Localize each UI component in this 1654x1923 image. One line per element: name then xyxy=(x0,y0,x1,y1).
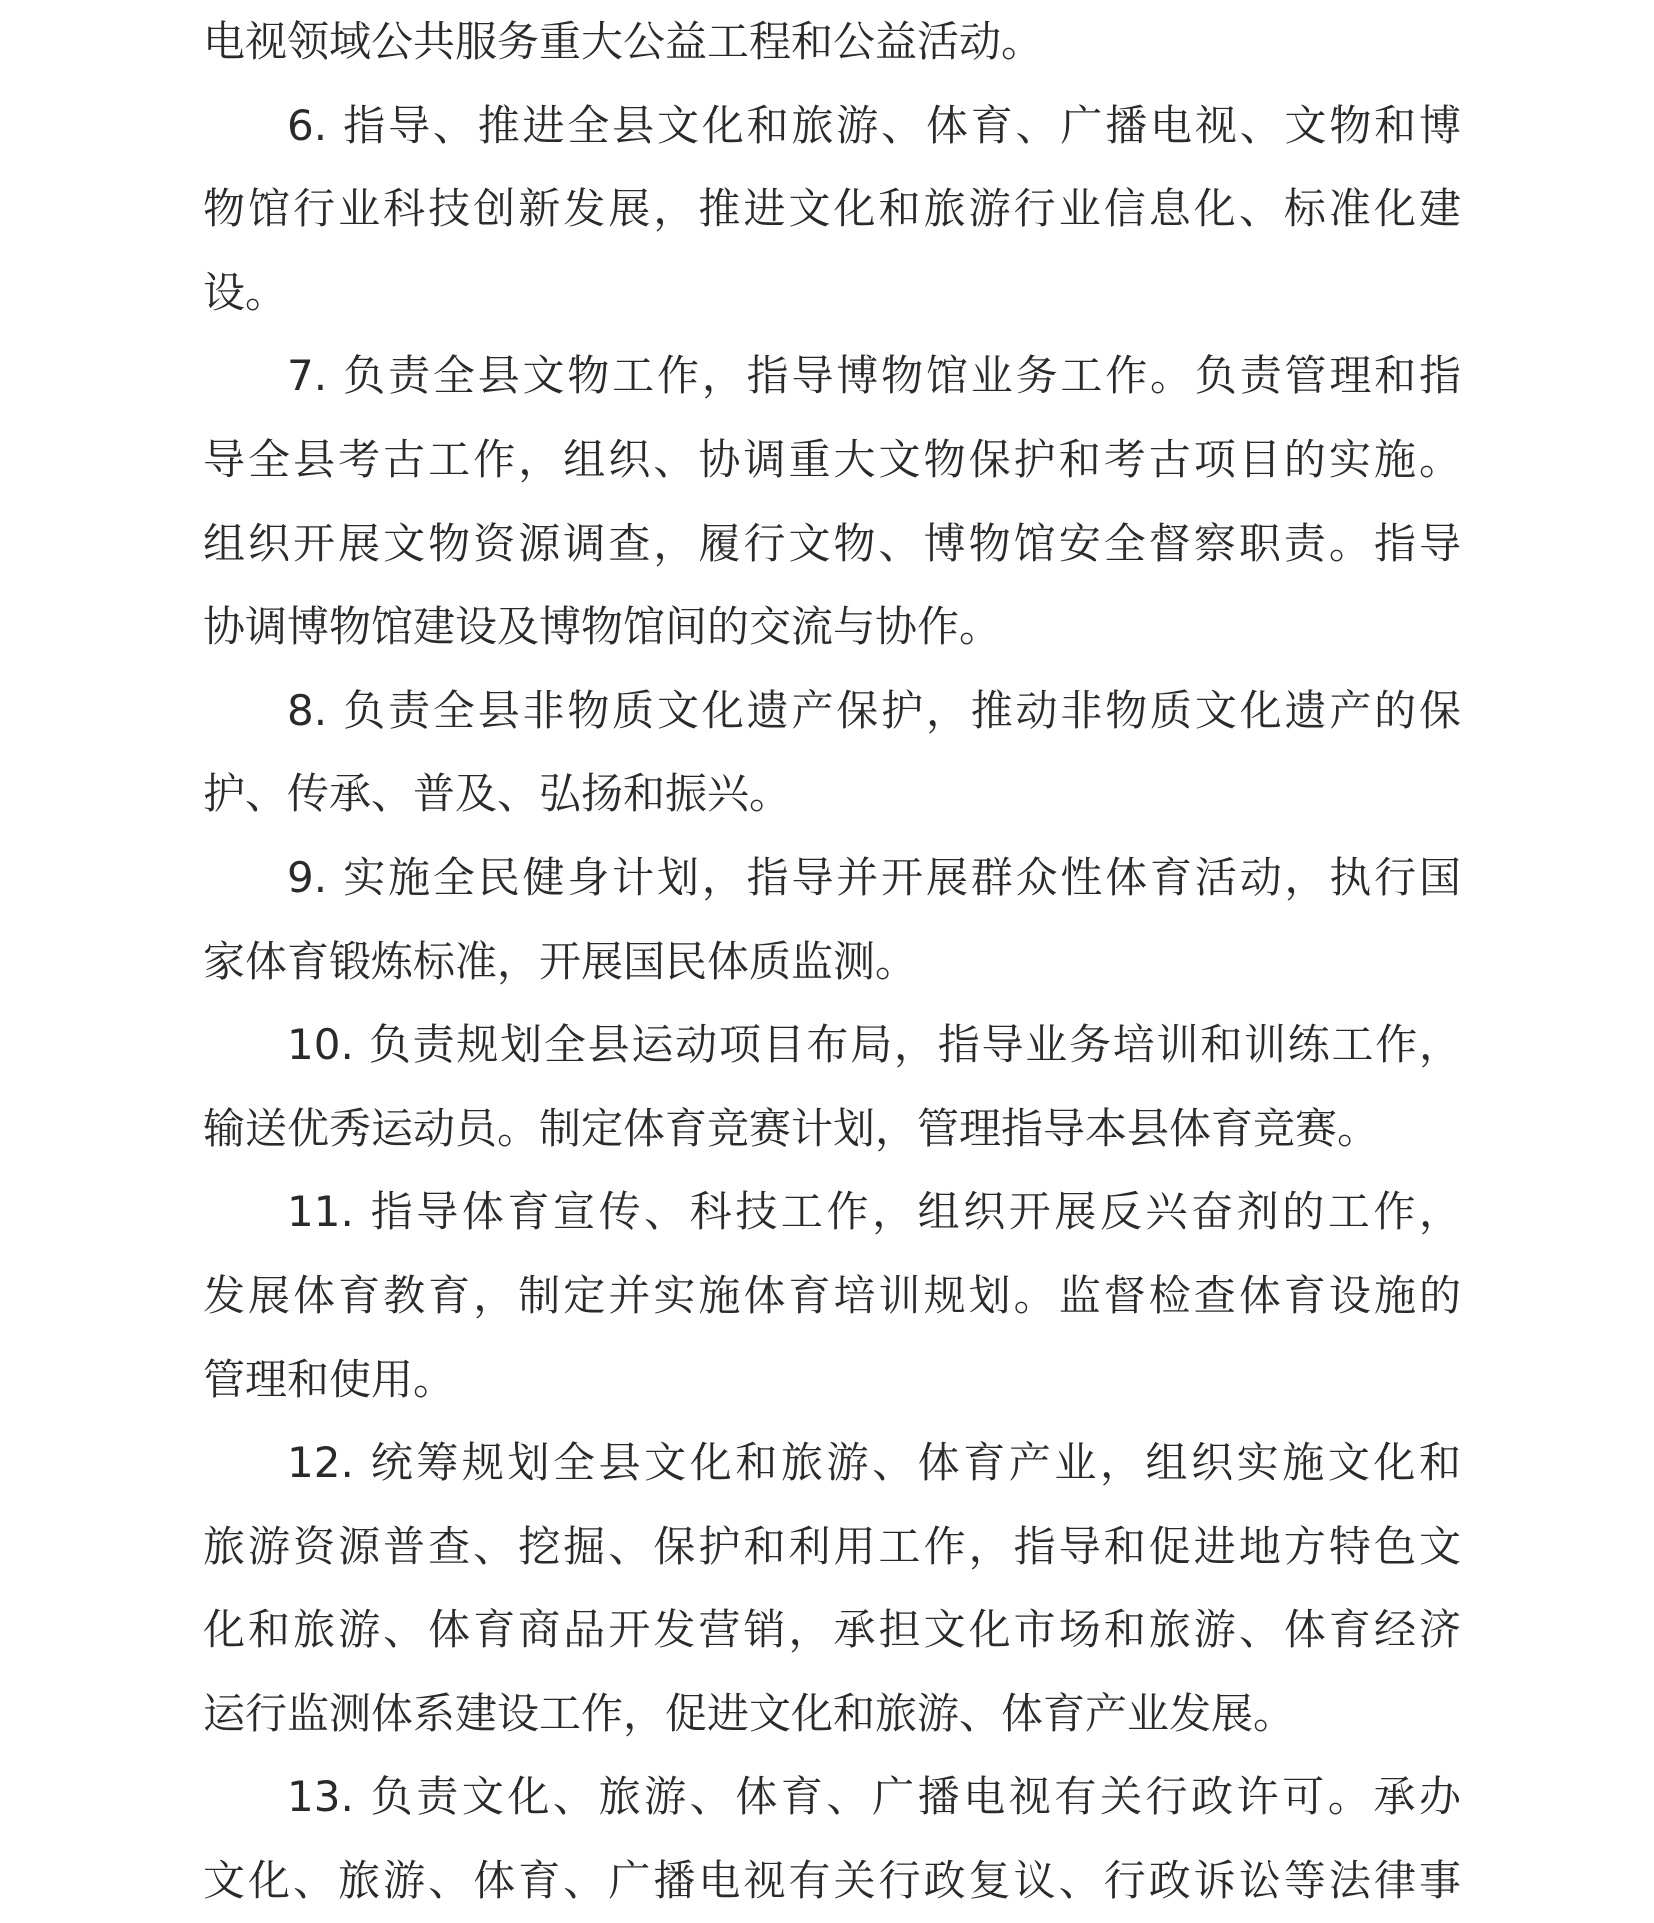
text-line: 管理和使用。 xyxy=(203,1354,456,1404)
document-body xyxy=(203,0,1461,1923)
text-line: 11. 指导体育宣传、科技工作，组织开展反兴奋剂的工作， xyxy=(287,1187,1461,1237)
text-line: 化和旅游、体育商品开发营销，承担文化市场和旅游、体育经济 xyxy=(203,1605,1461,1655)
text-line: 组织开展文物资源调查，履行文物、博物馆安全督察职责。指导 xyxy=(203,518,1461,568)
text-line: 护、传承、普及、弘扬和振兴。 xyxy=(203,769,792,819)
text-line: 9. 实施全民健身计划，指导并开展群众性体育活动，执行国 xyxy=(287,852,1461,902)
text-line: 6. 指导、推进全县文化和旅游、体育、广播电视、文物和博 xyxy=(287,100,1461,150)
text-line: 电视领域公共服务重大公益工程和公益活动。 xyxy=(203,17,1044,66)
text-line: 物馆行业科技创新发展，推进文化和旅游行业信息化、标准化建 xyxy=(203,184,1461,234)
text-line: 文化、旅游、体育、广播电视有关行政复议、行政诉讼等法律事 xyxy=(203,1856,1461,1906)
text-line: 运行监测体系建设工作，促进文化和旅游、体育产业发展。 xyxy=(203,1688,1296,1738)
text-line: 协调博物馆建设及博物馆间的交流与协作。 xyxy=(203,602,1002,652)
text-line: 13. 负责文化、旅游、体育、广播电视有关行政许可。承办 xyxy=(287,1772,1461,1822)
text-line: 旅游资源普查、挖掘、保护和利用工作，指导和促进地方特色文 xyxy=(203,1521,1461,1571)
text-line: 家体育锻炼标准，开展国民体质监测。 xyxy=(203,936,918,986)
text-line: 10. 负责规划全县运动项目布局，指导业务培训和训练工作， xyxy=(287,1020,1461,1070)
text-line: 输送优秀运动员。制定体育竞赛计划，管理指导本县体育竞赛。 xyxy=(203,1103,1380,1153)
text-line: 7. 负责全县文物工作，指导博物馆业务工作。负责管理和指 xyxy=(287,351,1461,401)
text-line: 8. 负责全县非物质文化遗产保护，推动非物质文化遗产的保 xyxy=(287,685,1461,735)
text-line: 12. 统筹规划全县文化和旅游、体育产业，组织实施文化和 xyxy=(287,1438,1461,1488)
text-line: 导全县考古工作，组织、协调重大文物保护和考古项目的实施。 xyxy=(203,434,1461,484)
text-line: 发展体育教育，制定并实施体育培训规划。监督检查体育设施的 xyxy=(203,1270,1461,1320)
text-line: 设。 xyxy=(203,267,288,317)
document-page xyxy=(203,0,1461,1923)
